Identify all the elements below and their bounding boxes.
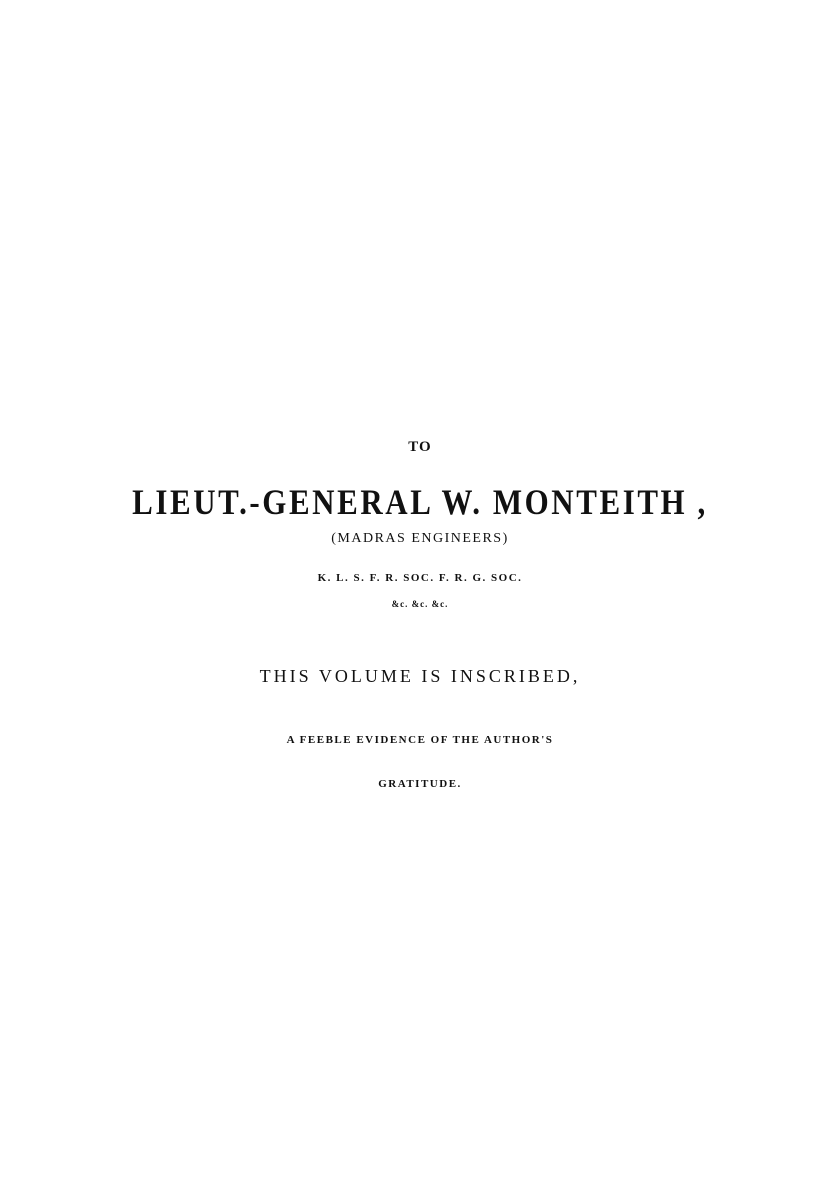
dedicatee-honours: K. L. S. F. R. SOC. F. R. G. SOC. <box>317 572 523 584</box>
dedication-to: TO <box>408 439 432 455</box>
honours-etc: &c. &c. &c. <box>391 599 449 609</box>
dedicatee-name: LIEUT.-GENERAL W. MONTEITH , <box>132 482 708 522</box>
dedicatee-corps: (MADRAS ENGINEERS) <box>331 531 509 546</box>
inscription-line: THIS VOLUME IS INSCRIBED, <box>259 666 581 686</box>
gratitude-line: GRATITUDE. <box>378 778 462 790</box>
evidence-line: A FEEBLE EVIDENCE OF THE AUTHOR'S <box>286 734 554 746</box>
